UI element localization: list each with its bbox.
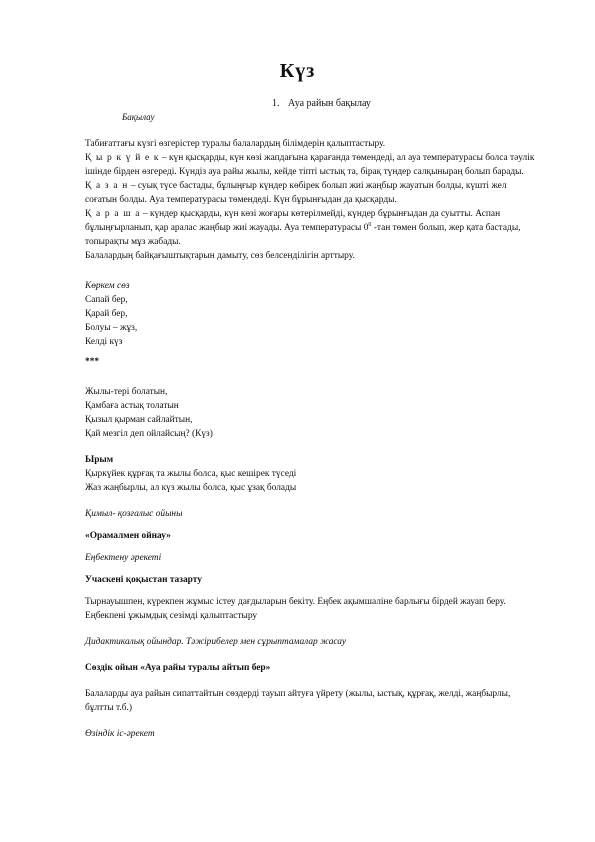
section-heading-text: Ауа райын бақылау <box>288 98 371 109</box>
section-number: 1. <box>272 98 280 109</box>
labor-title: Учаскені қоқыстан тазарту <box>85 575 202 585</box>
september-paragraph <box>85 151 540 179</box>
game-name: «Орамалмен ойнау» <box>85 531 171 541</box>
september-text: – күн қысқарды, күн көзі жапдағына қарағанда төмендеді, ал ауа температурасы болса тәулік ішінде бірден өзгереді. Күндіз ауа райы жылы, кейде тіпті ыстық та, бірақ түндер салқыныраң болып барады. <box>85 153 535 177</box>
november-name: Қ а р а ш а <box>85 209 141 219</box>
proverb-line: Жаз жаңбырлы, ал күз жылы болса, қыс ұзақ болады <box>85 483 297 493</box>
november-text-after: -тан төмен болып, жер қата бастады, топырақты мұз жабады. <box>85 223 521 247</box>
free-activity-label: Өзіндік іс-әрекет <box>85 729 155 739</box>
riddle-line: Жылы-тері болатын, <box>85 387 168 397</box>
labor-paragraph: Тырнауышпен, күрекпен жұмыс істеу дағдыларын бекіту. Еңбек ақымшаліне барлығы бірдей жауап беру. Еңбекпені ұжымдық сезімді қалыптастыру <box>85 597 506 621</box>
movement-game-label: Қимыл- қозғалыс ойыны <box>85 509 183 519</box>
intro-paragraph: Табиғаттағы күзгі өзгерістер туралы балалардың білімдерін қалыптастыру. <box>85 139 386 149</box>
october-name: Қ а з а н <box>85 181 129 191</box>
stars-separator: *** <box>85 357 100 367</box>
word-game-title: Сөздік ойын «Ауа райы туралы айтып бер» <box>85 663 271 673</box>
document-body <box>85 137 540 741</box>
poem-label: Көркем сөз <box>85 281 130 291</box>
section-heading <box>272 98 371 109</box>
observation-label: Бақылау <box>122 112 155 122</box>
proverb-line: Қыркүйек құрғақ та жылы болса, қыс кешірек түседі <box>85 469 297 479</box>
word-game-paragraph: Балаларды ауа райын сипаттайтын сөздерді тауып айтуға үйрету (жылы, ыстық, құрғақ, желді, жаңбырлы, бұлтты т.б.) <box>85 689 511 713</box>
riddle-line: Қамбаға астық толатын <box>85 401 179 411</box>
riddle-line: Қызыл қырман сайлайтын, <box>85 415 193 425</box>
september-name: Қ ы р к ү й е к <box>85 153 160 163</box>
goal-paragraph: Балалардың байқағыштықтарын дамыту, сөз белсенділігін арттыру. <box>85 251 355 261</box>
poem-line: Сапай бер, <box>85 295 128 305</box>
proverb-label: Ырым <box>85 455 114 465</box>
november-superscript: 0 <box>368 221 372 228</box>
didactic-label: Дидактикалық ойындар. Тәжірибелер мен сұрыптамалар жасау <box>85 637 347 647</box>
riddle-line: Қай мезгіл деп ойлайсың? (Күз) <box>85 429 213 439</box>
labor-label: Еңбектену әрекеті <box>85 553 162 563</box>
october-paragraph <box>85 179 540 207</box>
poem-line: Келді күз <box>85 337 123 347</box>
november-paragraph <box>85 207 540 249</box>
november-text-before: – күндер қысқарды, күн көзі жоғары көтерілмейді, күндер бұрынғыдан да суытты. Аспан бұлыңғырланып, қар аралас жаңбыр жиі жауады. Ауа температурасы 0 <box>85 209 501 233</box>
october-text: – суық түсе бастады, бұлыңғыр күндер көбірек болып жиі жаңбыр жауатын болды, күшті жел соғатын болды. Ауа температурасы төмендеді. Күн бұрынғыдан да қысқарды. <box>85 181 507 205</box>
page-title: Күз <box>279 60 316 82</box>
poem-line: Болуы – жұз, <box>85 323 138 333</box>
poem-line: Қарай бер, <box>85 309 128 319</box>
